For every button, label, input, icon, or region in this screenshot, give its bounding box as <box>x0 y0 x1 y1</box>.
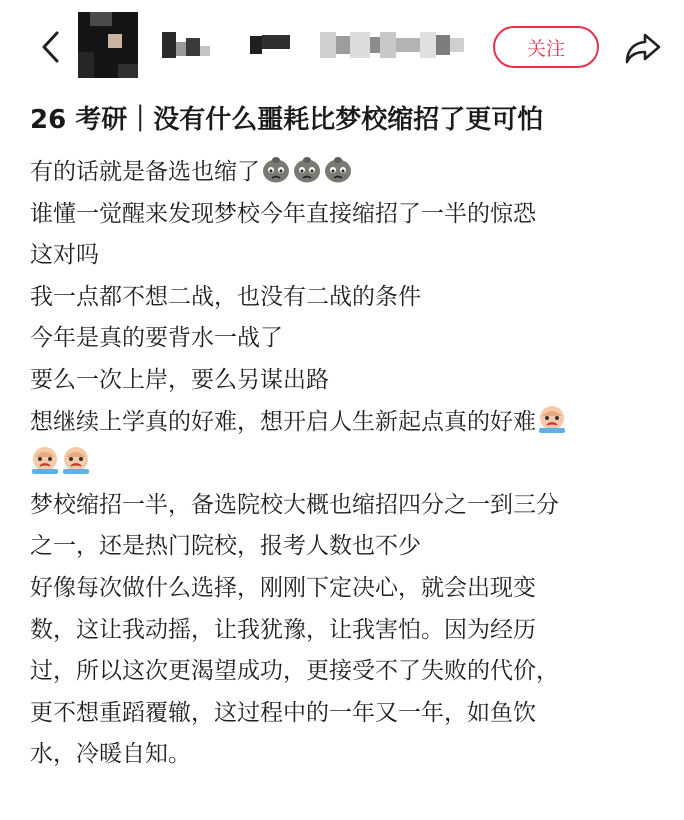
post-line: 这对吗 <box>30 242 99 269</box>
post-line: 过，所以这次更渴望成功，更接受不了失败的代价， <box>30 658 559 685</box>
post-title: 26 考研｜没有什么噩耗比梦校缩招了更可怕 <box>30 105 544 135</box>
post-line: 我一点都不想二战，也没有二战的条件 <box>30 283 421 310</box>
share-button[interactable] <box>622 28 664 68</box>
post-line: 梦校缩招一半，备选院校大概也缩招四分之一到三分 <box>30 491 559 518</box>
top-bar <box>0 0 684 92</box>
post-line: 数，这让我动摇，让我犹豫，让我害怕。因为经历 <box>30 616 536 643</box>
post-line: 今年是真的要背水一战了 <box>30 325 283 352</box>
post-line <box>30 152 670 194</box>
post-line: 更不想重蹈覆辙，这过程中的一年又一年，如鱼饮 <box>30 699 536 726</box>
author-name-redacted[interactable] <box>162 30 464 60</box>
sad-face-emoji-icon <box>261 154 291 184</box>
post-line: 水，冷暖自知。 <box>30 741 191 768</box>
post-line-text: 有的话就是备选也缩了 <box>30 159 260 185</box>
crying-face-emoji-icon <box>537 404 567 434</box>
crying-face-emoji-icon <box>61 445 91 475</box>
share-arrow-icon <box>624 31 662 65</box>
back-button[interactable] <box>30 26 70 68</box>
post-line: 好像每次做什么选择，刚刚下定决心，就会出现变 <box>30 574 536 601</box>
sad-face-emoji-icon <box>323 154 353 184</box>
chevron-left-icon <box>40 30 60 64</box>
sad-face-emoji-icon <box>292 154 322 184</box>
post-line <box>30 402 670 444</box>
author-avatar[interactable] <box>78 12 138 78</box>
post-line: 之一，还是热门院校，报考人数也不少 <box>30 533 421 560</box>
follow-button[interactable]: 关注 <box>493 26 599 68</box>
crying-face-emoji-icon <box>30 445 60 475</box>
post-line <box>30 443 670 485</box>
post-body <box>30 152 670 776</box>
post-line: 要么一次上岸，要么另谋出路 <box>30 366 329 393</box>
post-line: 谁懂一觉醒来发现梦校今年直接缩招了一半的惊恐 <box>30 200 536 227</box>
post-line-text: 想继续上学真的好难，想开启人生新起点真的好难 <box>30 408 536 435</box>
